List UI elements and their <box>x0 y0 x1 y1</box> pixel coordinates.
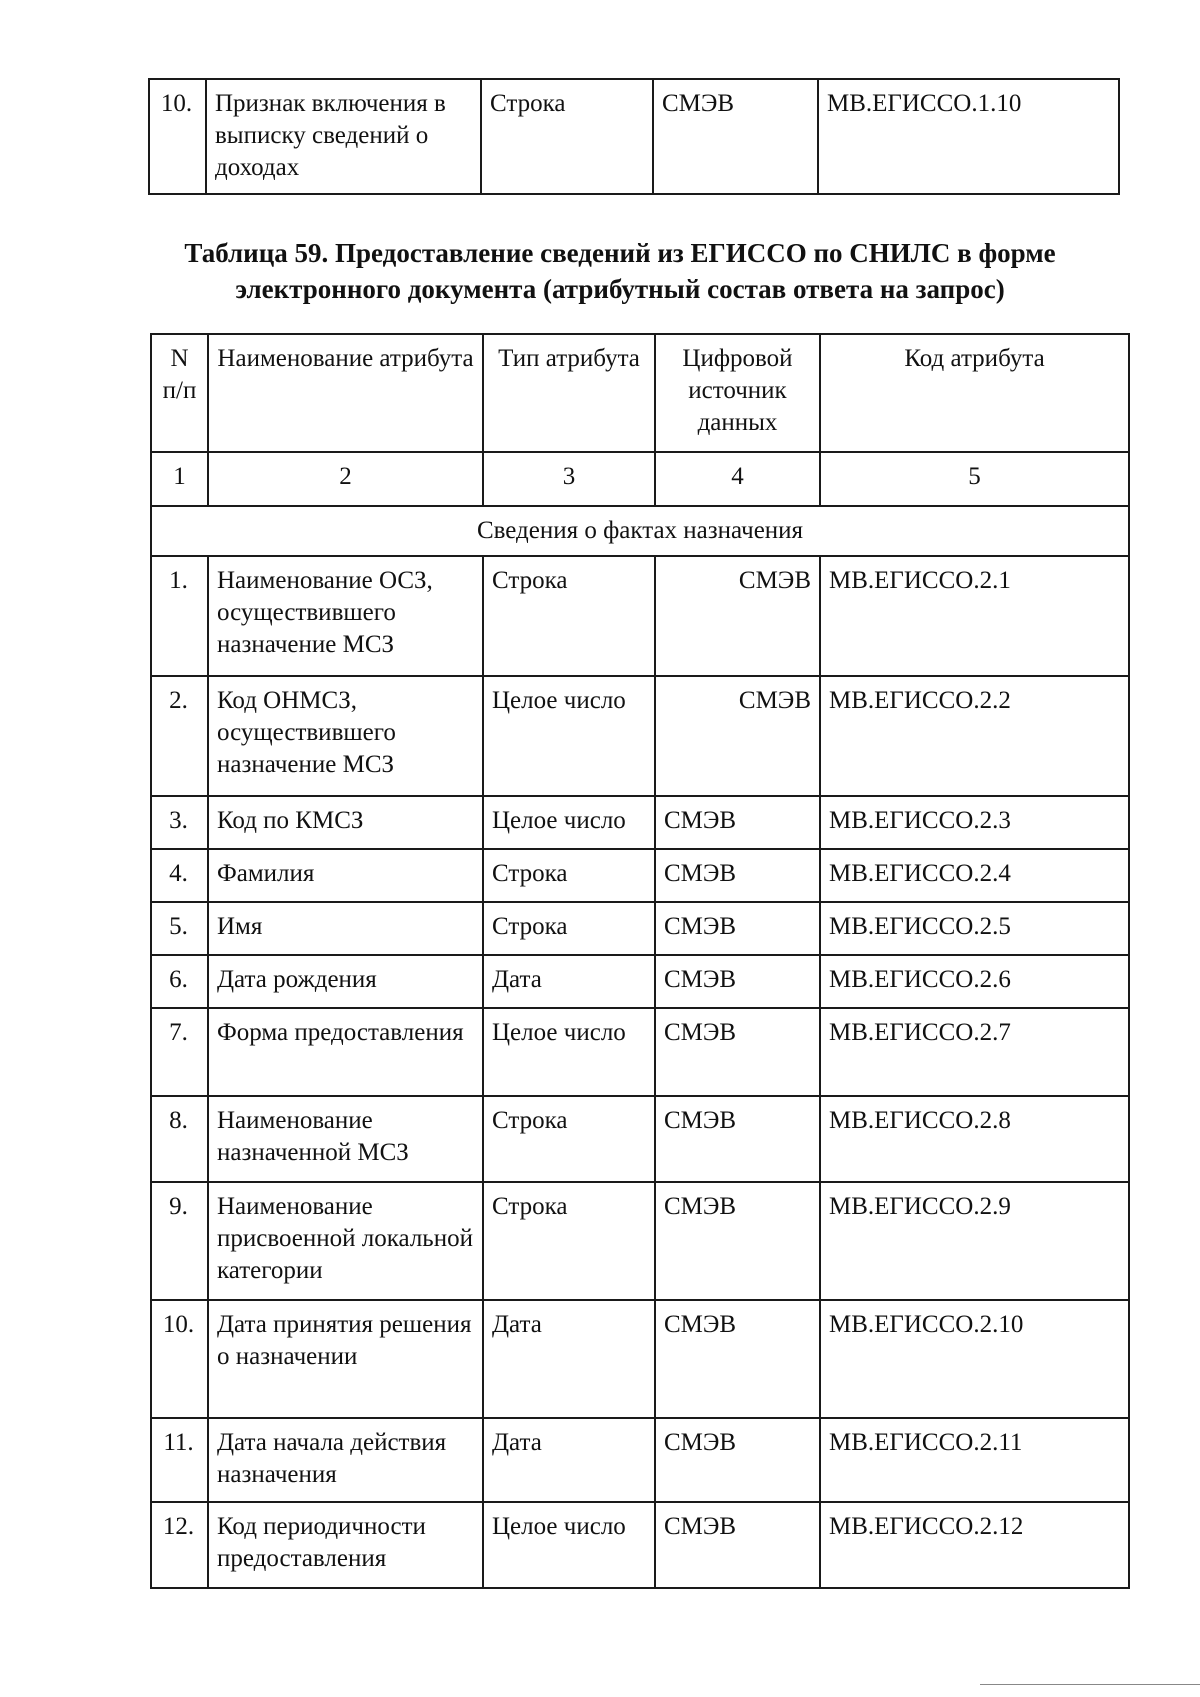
attribute-code: МВ.ЕГИССО.2.9 <box>820 1182 1129 1300</box>
attribute-name: Фамилия <box>208 849 483 902</box>
table-row <box>151 902 1129 955</box>
section-row <box>151 506 1129 556</box>
table-caption <box>130 235 1110 307</box>
attributes-table <box>150 333 1130 1589</box>
row-number: 10. <box>151 1300 208 1418</box>
attribute-name: Код периодичности предоставления <box>208 1502 483 1588</box>
table-row <box>151 796 1129 849</box>
table-row <box>151 1418 1129 1502</box>
data-source: СМЭВ <box>655 1008 820 1096</box>
table-row <box>151 1502 1129 1588</box>
table-row <box>151 1096 1129 1182</box>
attribute-code: МВ.ЕГИССО.2.6 <box>820 955 1129 1008</box>
header-num: N п/п <box>151 334 208 452</box>
page-edge-line <box>980 1684 1200 1685</box>
attribute-name: Код ОНМСЗ, осуществившего назначение МСЗ <box>208 676 483 796</box>
data-source: СМЭВ <box>655 902 820 955</box>
col-number-4: 4 <box>655 452 820 506</box>
attribute-type: Целое число <box>483 796 655 849</box>
table-row <box>151 955 1129 1008</box>
row-number: 10. <box>149 79 206 194</box>
caption-line-1: Таблица 59. Предоставление сведений из ЕГИССО по СНИЛС в форме <box>184 238 1056 268</box>
header-code: Код атрибута <box>820 334 1129 452</box>
attribute-type: Строка <box>483 902 655 955</box>
attribute-code: МВ.ЕГИССО.2.10 <box>820 1300 1129 1418</box>
attribute-name: Признак включения в выписку сведений о доходах <box>206 79 481 194</box>
attribute-name: Код по КМСЗ <box>208 796 483 849</box>
attribute-type: Целое число <box>483 676 655 796</box>
section-title: Сведения о фактах назначения <box>151 506 1129 556</box>
attribute-type: Дата <box>483 1300 655 1418</box>
row-number: 1. <box>151 556 208 676</box>
data-source: СМЭВ <box>655 556 820 676</box>
data-source: СМЭВ <box>655 676 820 796</box>
attribute-name: Дата принятия решения о назначении <box>208 1300 483 1418</box>
attribute-code: МВ.ЕГИССО.2.4 <box>820 849 1129 902</box>
attribute-code: МВ.ЕГИССО.2.5 <box>820 902 1129 955</box>
attribute-name: Имя <box>208 902 483 955</box>
attribute-code: МВ.ЕГИССО.2.1 <box>820 556 1129 676</box>
col-number-1: 1 <box>151 452 208 506</box>
table-row <box>151 1182 1129 1300</box>
col-number-2: 2 <box>208 452 483 506</box>
previous-table-fragment <box>148 78 1120 195</box>
table-row <box>151 1008 1129 1096</box>
attribute-code: МВ.ЕГИССО.2.11 <box>820 1418 1129 1502</box>
attribute-code: МВ.ЕГИССО.2.12 <box>820 1502 1129 1588</box>
attribute-type: Дата <box>483 955 655 1008</box>
attribute-code: МВ.ЕГИССО.2.3 <box>820 796 1129 849</box>
attribute-name: Наименование ОСЗ, осуществившего назначение МСЗ <box>208 556 483 676</box>
attribute-type: Строка <box>483 556 655 676</box>
header-name: Наименование атрибута <box>208 334 483 452</box>
attribute-type: Целое число <box>483 1502 655 1588</box>
data-source: СМЭВ <box>655 1418 820 1502</box>
attribute-name: Дата рождения <box>208 955 483 1008</box>
attribute-type: Целое число <box>483 1008 655 1096</box>
table-row <box>149 79 1119 194</box>
data-source: СМЭВ <box>653 79 818 194</box>
table-row <box>151 1300 1129 1418</box>
attribute-name: Дата начала действия назначения <box>208 1418 483 1502</box>
data-source: СМЭВ <box>655 955 820 1008</box>
row-number: 6. <box>151 955 208 1008</box>
attribute-code: МВ.ЕГИССО.1.10 <box>818 79 1119 194</box>
caption-line-2: электронного документа (атрибутный состав ответа на запрос) <box>235 274 1005 304</box>
table-row <box>151 849 1129 902</box>
data-source: СМЭВ <box>655 1502 820 1588</box>
table-row <box>151 676 1129 796</box>
row-number: 8. <box>151 1096 208 1182</box>
attribute-code: МВ.ЕГИССО.2.7 <box>820 1008 1129 1096</box>
row-number: 12. <box>151 1502 208 1588</box>
data-source: СМЭВ <box>655 1300 820 1418</box>
header-source: Цифровой источник данных <box>655 334 820 452</box>
row-number: 9. <box>151 1182 208 1300</box>
attribute-name: Форма предоставления <box>208 1008 483 1096</box>
row-number: 4. <box>151 849 208 902</box>
table-row <box>151 556 1129 676</box>
data-source: СМЭВ <box>655 849 820 902</box>
attribute-type: Строка <box>483 849 655 902</box>
data-source: СМЭВ <box>655 1182 820 1300</box>
attribute-code: МВ.ЕГИССО.2.2 <box>820 676 1129 796</box>
header-row <box>151 334 1129 452</box>
attribute-name: Наименование назначенной МСЗ <box>208 1096 483 1182</box>
attribute-type: Дата <box>483 1418 655 1502</box>
header-type: Тип атрибута <box>483 334 655 452</box>
data-source: СМЭВ <box>655 1096 820 1182</box>
col-number-5: 5 <box>820 452 1129 506</box>
attribute-type: Строка <box>481 79 653 194</box>
attribute-code: МВ.ЕГИССО.2.8 <box>820 1096 1129 1182</box>
row-number: 5. <box>151 902 208 955</box>
row-number: 2. <box>151 676 208 796</box>
row-number: 7. <box>151 1008 208 1096</box>
column-number-row <box>151 452 1129 506</box>
row-number: 3. <box>151 796 208 849</box>
col-number-3: 3 <box>483 452 655 506</box>
attribute-type: Строка <box>483 1096 655 1182</box>
data-source: СМЭВ <box>655 796 820 849</box>
row-number: 11. <box>151 1418 208 1502</box>
attribute-name: Наименование присвоенной локальной категории <box>208 1182 483 1300</box>
attribute-type: Строка <box>483 1182 655 1300</box>
